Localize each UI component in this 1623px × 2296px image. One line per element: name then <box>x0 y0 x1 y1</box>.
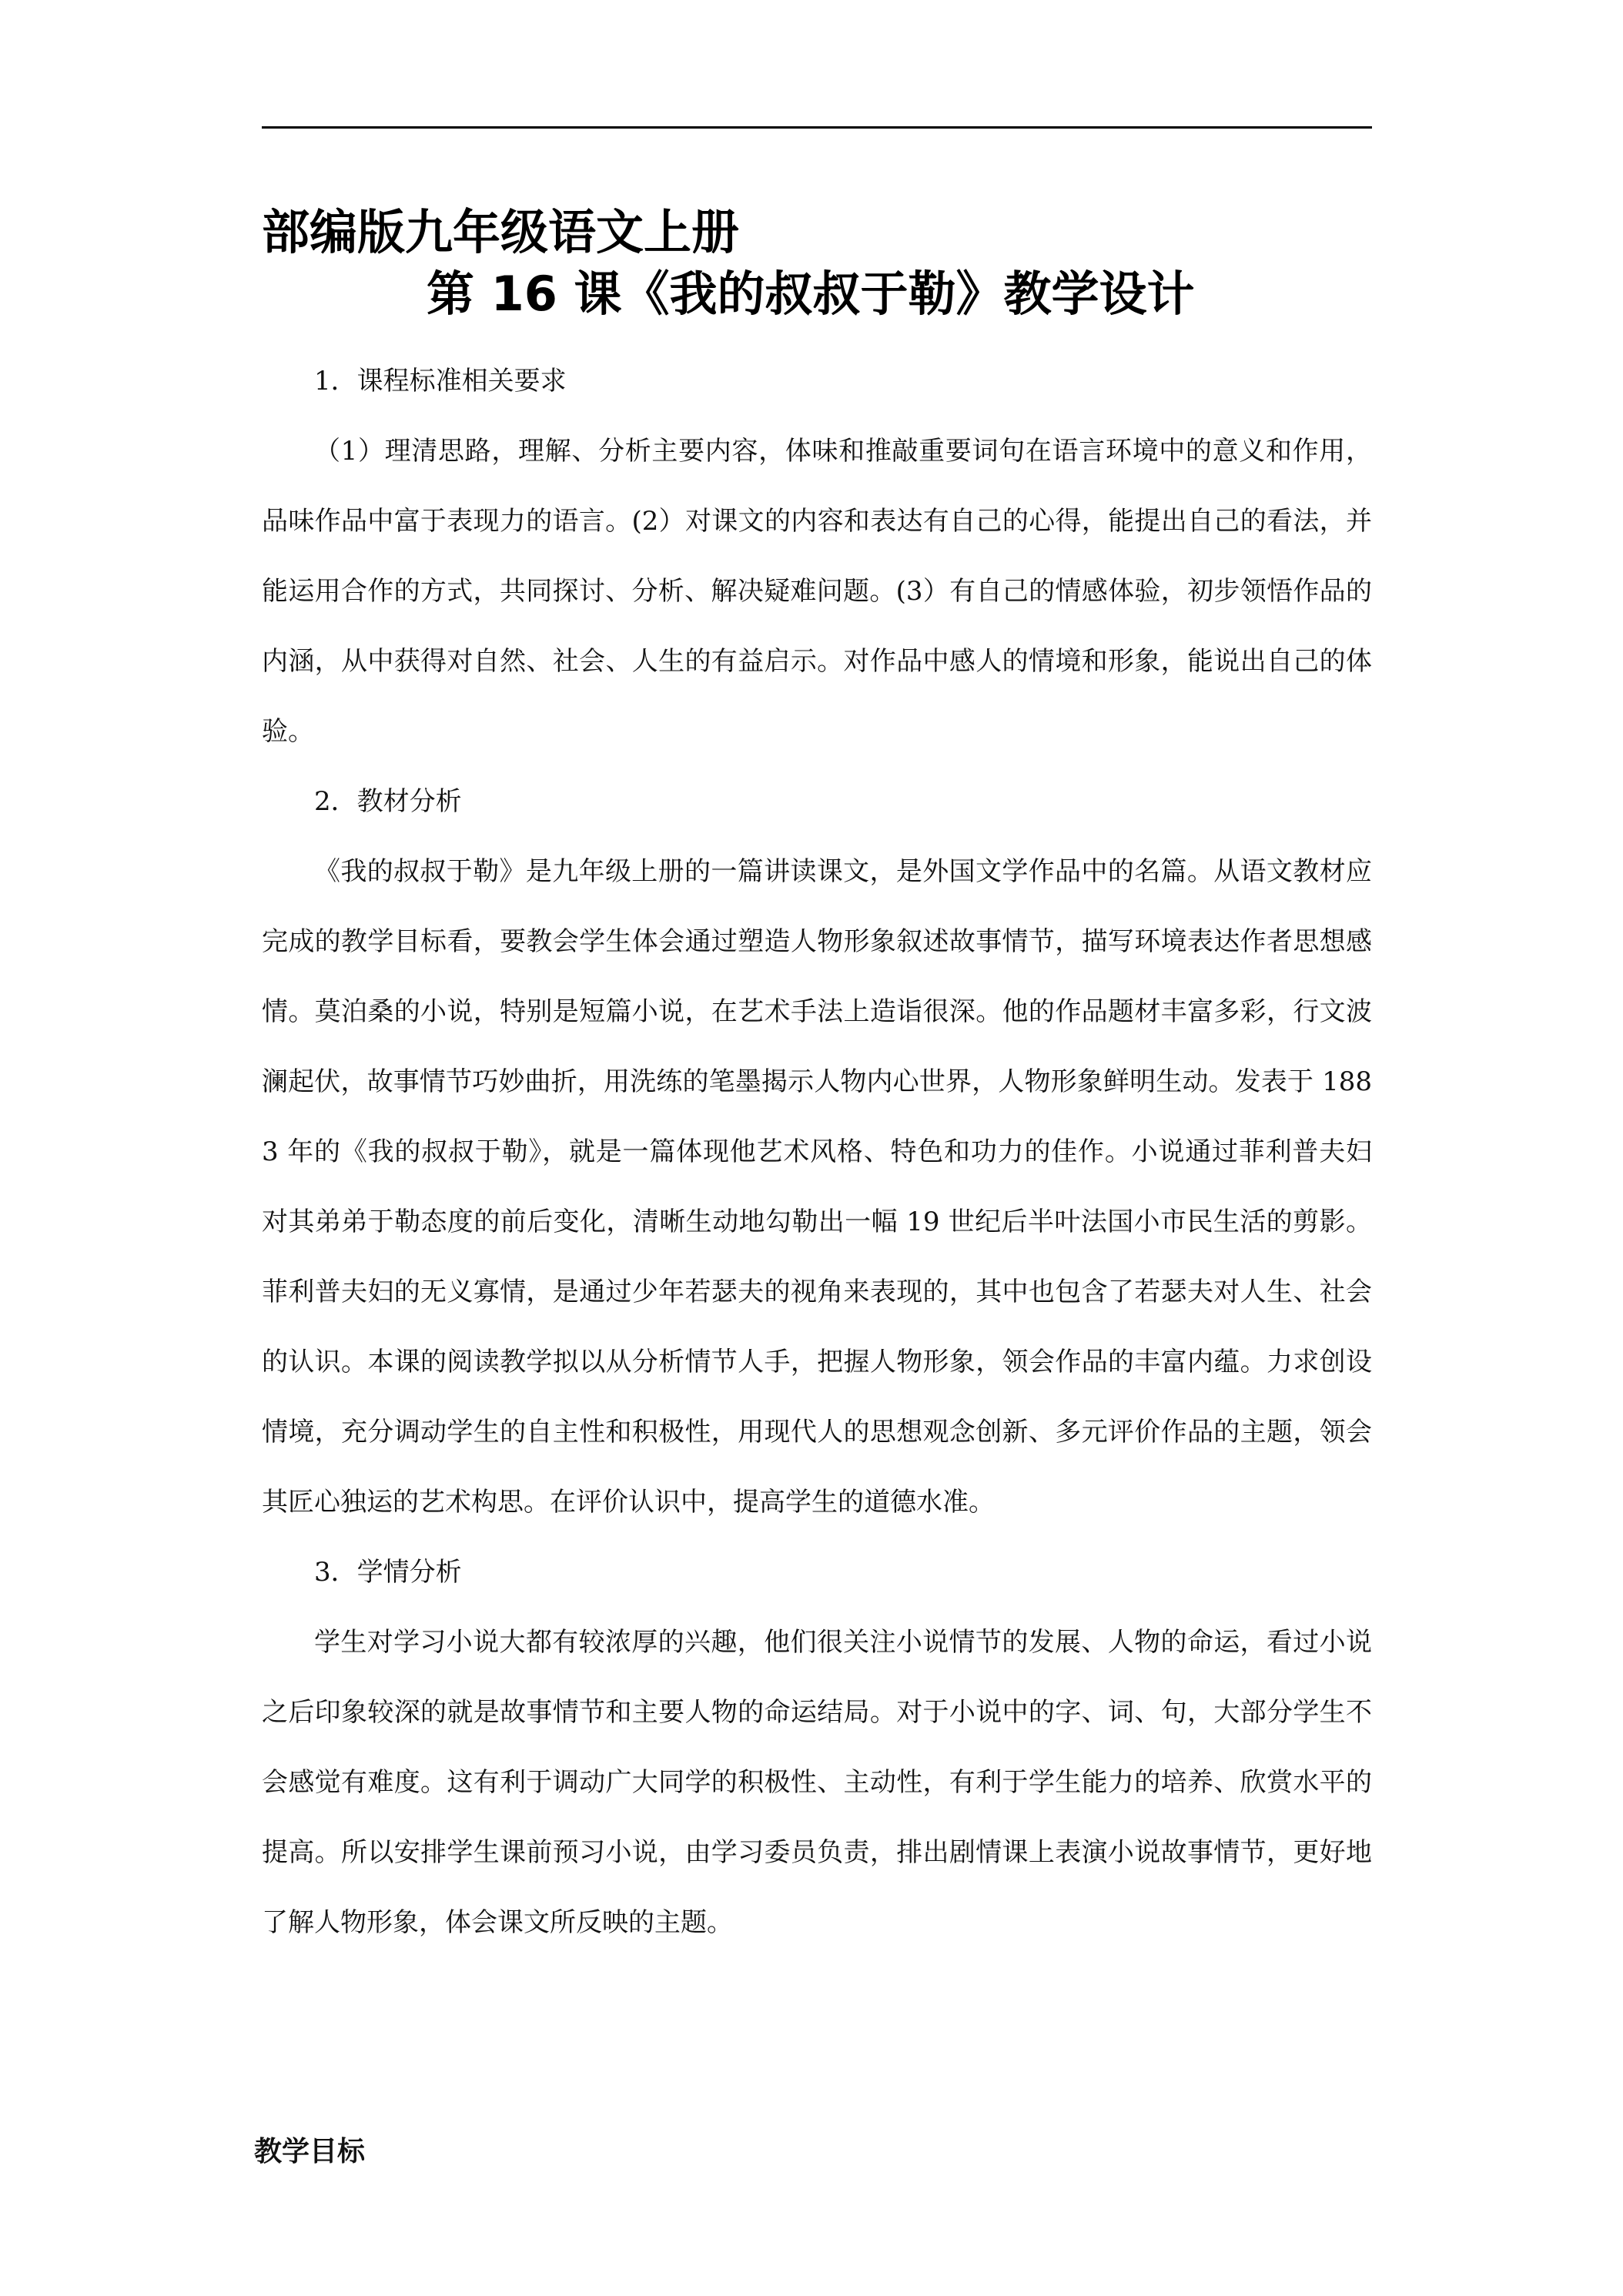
section-heading-textbook-analysis: 2．教材分析 <box>314 786 462 817</box>
section-body-curriculum-standards: （1）理清思路，理解、分析主要内容，体味和推敲重要词句在语言环境中的意义和作用，品味作品中富于表现力的语言。(2）对课文的内容和表达有自己的心得，能提出自己的看法，并能运用合作的方式，共同探讨、分析、解决疑难问题。(3）有自己的情感体验，初步领悟作品的内涵，从中获得对自然、社会、人生的有益启示。对作品中感人的情境和形象，能说出自己的体验。 <box>262 436 1372 747</box>
section-heading-teaching-objectives: 教学目标 <box>254 2136 366 2167</box>
document-title-line-1: 部编版九年级语文上册 <box>262 204 740 260</box>
header-rule <box>262 126 1372 129</box>
document-body <box>262 346 1372 1958</box>
section-heading-curriculum-standards: 1．课程标准相关要求 <box>314 366 567 397</box>
section-body-student-analysis: 学生对学习小说大都有较浓厚的兴趣，他们很关注小说情节的发展、人物的命运，看过小说之后印象较深的就是故事情节和主要人物的命运结局。对于小说中的字、词、句，大部分学生不会感觉有难度。这有利于调动广大同学的积极性、主动性，有利于学生能力的培养、欣赏水平的提高。所以安排学生课前预习小说，由学习委员负责，排出剧情课上表演小说故事情节，更好地了解人物形象，体会课文所反映的主题。 <box>262 1627 1372 1938</box>
document-title-line-2: 第 16 课《我的叔叔于勒》教学设计 <box>427 266 1195 322</box>
section-heading-student-analysis: 3．学情分析 <box>314 1557 462 1588</box>
section-body-textbook-analysis: 《我的叔叔于勒》是九年级上册的一篇讲读课文，是外国文学作品中的名篇。从语文教材应完成的教学目标看，要教会学生体会通过塑造人物形象叙述故事情节，描写环境表达作者思想感情。莫泊桑的小说，特别是短篇小说，在艺术手法上造诣很深。他的作品题材丰富多彩，行文波澜起伏，故事情节巧妙曲折，用洗练的笔墨揭示人物内心世界，人物形象鲜明生动。发表于 1883 年的《我的叔叔于勒》，就是一篇体现他艺术风格、特色和功力的佳作。小说通过菲利普夫妇对其弟弟于勒态度的前后变化，清晰生动地勾勒出一幅 19 世纪后半叶法国小市民生活的剪影。菲利普夫妇的无义寡情，是通过少年若瑟夫的视角来表现的，其中也包含了若瑟夫对人生、社会的认识。本课的阅读教学拟以从分析情节人手，把握人物形象，领会作品的丰富内蕴。力求创设情境，充分调动学生的自主性和积极性，用现代人的思想观念创新、多元评价作品的主题，领会其匠心独运的艺术构思。在评价认识中，提高学生的道德水准。 <box>262 856 1372 1518</box>
